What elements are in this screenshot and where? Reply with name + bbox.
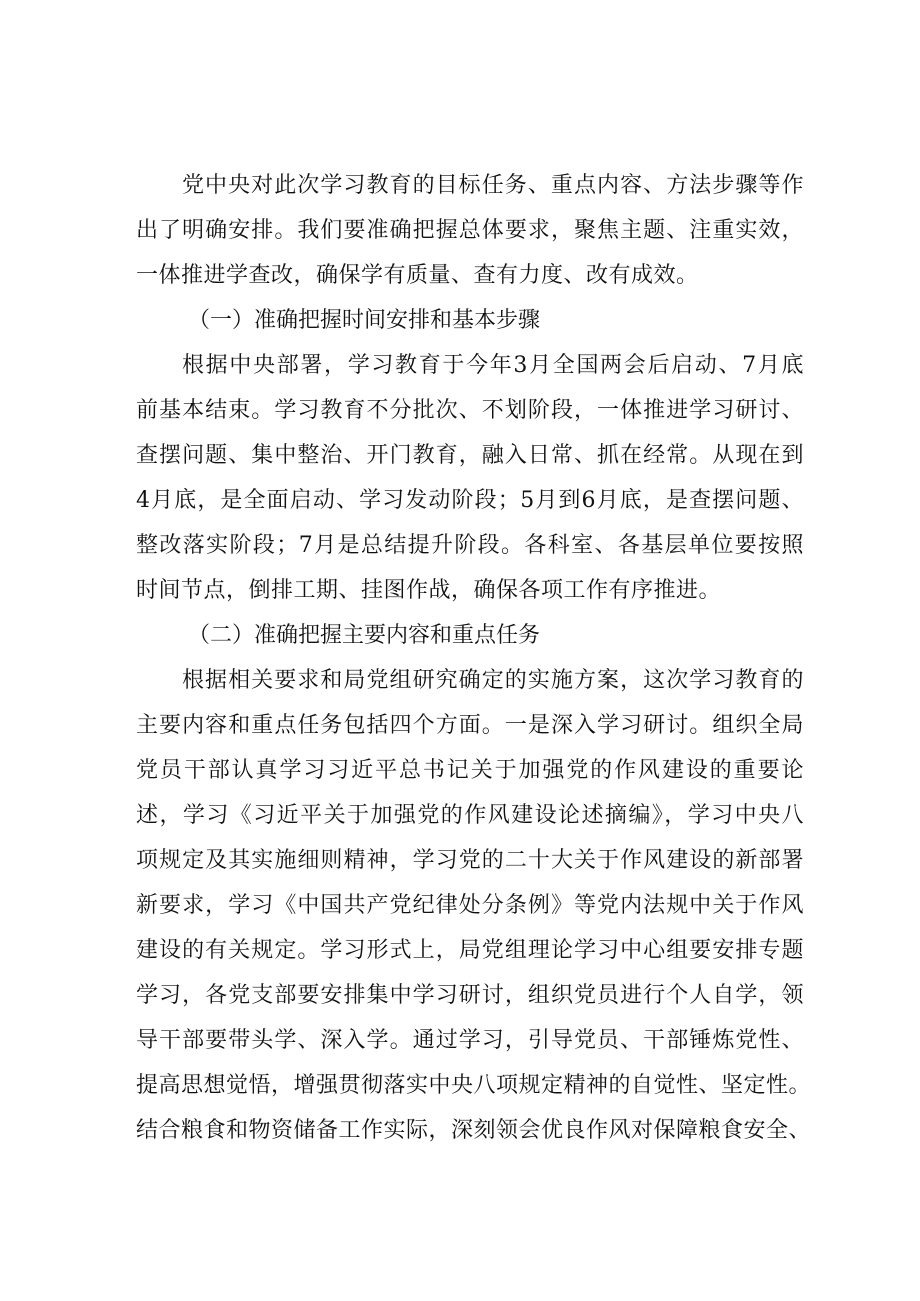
text-line: 学习，各党支部要安排集中学习研讨，组织党员进行个人自学，领 [136, 983, 804, 1008]
text-line: 结合粮食和物资储备工作实际，深刻领会优良作风对保障粮食安全、 [136, 1118, 812, 1143]
text-line: 导干部要带头学、深入学。通过学习，引导党员、干部锤炼党性、 [136, 1028, 804, 1053]
paragraph-schedule [136, 343, 804, 613]
text-line: 主要内容和重点任务包括四个方面。一是深入学习研讨。组织全局 [136, 713, 804, 738]
text-line: 项规定及其实施细则精神，学习党的二十大关于作风建设的新部署 [136, 848, 804, 873]
text-line: 提高思想觉悟，增强贯彻落实中央八项规定精神的自觉性、坚定性。 [136, 1073, 812, 1098]
text-line: 前基本结束。学习教育不分批次、不划阶段，一体推进学习研讨、 [136, 398, 804, 423]
text-line: 根据中央部署，学习教育于今年3月全国两会后启动、7月底 [182, 353, 804, 378]
document-body [136, 163, 812, 1153]
paragraph-content-tasks [136, 658, 812, 1153]
text-line: 党中央对此次学习教育的目标任务、重点内容、方法步骤等作 [182, 173, 804, 198]
section-heading-2: （二）准确把握主要内容和重点任务 [188, 623, 541, 648]
text-line: 根据相关要求和局党组研究确定的实施方案，这次学习教育的 [182, 668, 804, 693]
text-line: 述，学习《习近平关于加强党的作风建设论述摘编》，学习中央八 [136, 803, 804, 828]
text-line: 4月底，是全面启动、学习发动阶段；5月到6月底，是查摆问题、 [136, 488, 804, 513]
text-line: 新要求，学习《中国共产党纪律处分条例》等党内法规中关于作风 [136, 893, 804, 918]
text-line: 整改落实阶段；7月是总结提升阶段。各科室、各基层单位要按照 [136, 533, 804, 558]
paragraph-intro [136, 163, 804, 298]
text-line: 建设的有关规定。学习形式上，局党组理论学习中心组要安排专题 [136, 938, 804, 963]
text-line: 一体推进学查改，确保学有质量、查有力度、改有成效。 [136, 263, 699, 288]
text-line: 查摆问题、集中整治、开门教育，融入日常、抓在经常。从现在到 [136, 443, 804, 468]
text-line: 党员干部认真学习习近平总书记关于加强党的作风建设的重要论 [136, 758, 804, 783]
text-line: 时间节点，倒排工期、挂图作战，确保各项工作有序推进。 [136, 578, 722, 603]
section-heading-1: （一）准确把握时间安排和基本步骤 [188, 308, 541, 333]
text-line: 出了明确安排。我们要准确把握总体要求，聚焦主题、注重实效， [136, 218, 804, 243]
